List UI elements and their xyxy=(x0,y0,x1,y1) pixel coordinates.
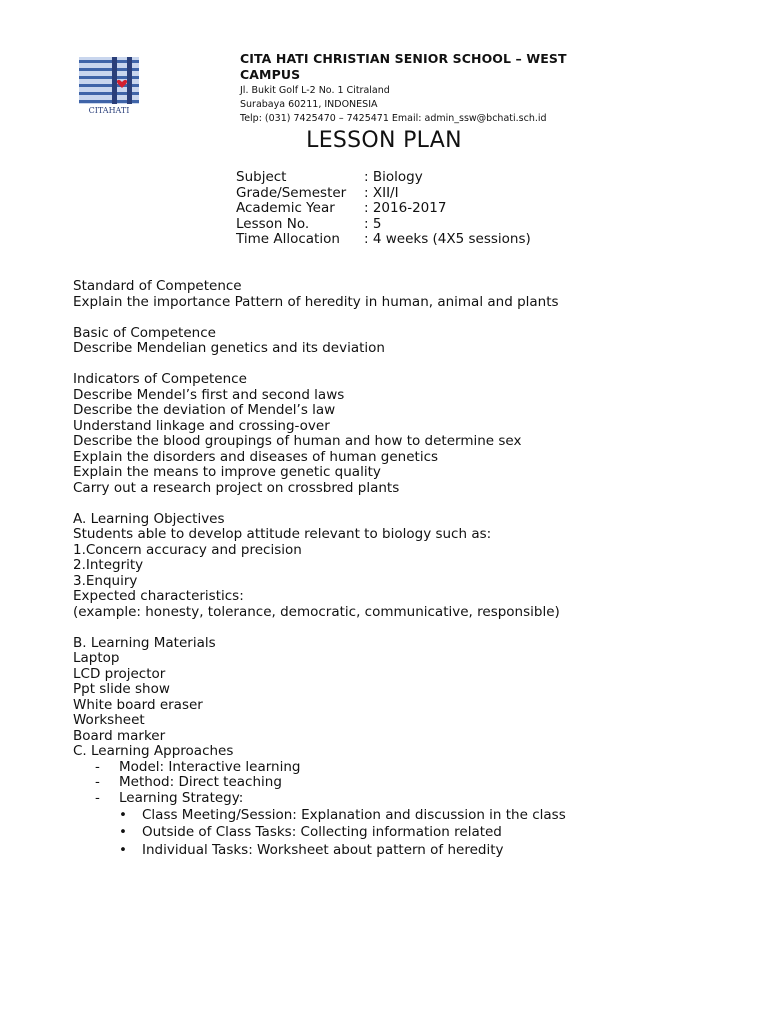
meta-row-lesson xyxy=(236,217,531,233)
meta-value: : XII/I xyxy=(364,184,399,201)
indicator-item: Describe the deviation of Mendel’s law xyxy=(73,402,336,418)
meta-label: Academic Year xyxy=(236,200,335,217)
strategy-item xyxy=(73,824,753,842)
objectives-intro: Students able to develop attitude relevant to biology such as: xyxy=(73,526,492,542)
indicator-item: Describe Mendel’s first and second laws xyxy=(73,386,345,403)
standard-text: Explain the importance Pattern of heredity in human, animal and plants xyxy=(73,293,559,310)
strategy-text: Outside of Class Tasks: Collecting information related xyxy=(142,824,502,841)
dash-marker: - xyxy=(95,774,100,791)
indicators-heading: Indicators of Competence xyxy=(73,371,247,387)
address-line2: Surabaya 60211, INDONESIA xyxy=(240,99,378,110)
school-header xyxy=(240,51,600,125)
indicator-item: Carry out a research project on crossbred plants xyxy=(73,479,400,496)
basic-heading: Basic of Competence xyxy=(73,324,216,341)
material-item: Laptop xyxy=(73,650,120,666)
logo-text: CITAHATI xyxy=(88,106,130,115)
strategy-text: Individual Tasks: Worksheet about pattern of heredity xyxy=(142,841,504,858)
meta-label: Grade/Semester xyxy=(236,184,347,201)
lesson-meta xyxy=(236,170,531,248)
material-item: Board marker xyxy=(73,727,166,744)
basic-text: Describe Mendelian genetics and its deviation xyxy=(73,340,385,356)
approach-item xyxy=(73,791,753,807)
meta-label: Lesson No. xyxy=(236,215,310,232)
address-line3: Telp: (031) 7425470 – 7425471 Email: admin_ssw@bchati.sch.id xyxy=(240,113,547,124)
expected-text: (example: honesty, tolerance, democratic, communicative, responsible) xyxy=(73,603,560,620)
dash-marker: - xyxy=(95,758,100,775)
material-item: Ppt slide show xyxy=(73,681,170,697)
meta-value: : 4 weeks (4X5 sessions) xyxy=(364,231,531,248)
bullet-marker: • xyxy=(119,806,127,823)
indicator-item: Explain the disorders and diseases of human genetics xyxy=(73,448,439,465)
objective-item: 2.Integrity xyxy=(73,557,144,573)
indicator-item: Explain the means to improve genetic quality xyxy=(73,464,381,480)
meta-row-subject xyxy=(236,170,531,186)
meta-row-time xyxy=(236,232,531,248)
standard-heading: Standard of Competence xyxy=(73,278,242,294)
meta-label: Subject xyxy=(236,169,287,185)
strategy-item xyxy=(73,807,753,825)
material-item: White board eraser xyxy=(73,696,203,713)
approach-item xyxy=(73,775,753,791)
materials-heading: B. Learning Materials xyxy=(73,634,216,651)
approach-text: Method: Direct teaching xyxy=(119,774,282,791)
strategy-item xyxy=(73,842,753,860)
school-logo xyxy=(79,57,139,115)
meta-label: Time Allocation xyxy=(236,231,340,248)
approach-text: Model: Interactive learning xyxy=(119,758,301,775)
approach-item xyxy=(73,760,753,776)
material-item: LCD projector xyxy=(73,665,166,682)
school-name-line2: CAMPUS xyxy=(240,67,301,82)
bullet-marker: • xyxy=(119,824,127,841)
meta-value: : 5 xyxy=(364,215,382,232)
meta-row-grade xyxy=(236,186,531,202)
meta-value: : 2016-2017 xyxy=(364,200,447,217)
approach-text: Learning Strategy: xyxy=(119,790,244,807)
indicator-item: Understand linkage and crossing-over xyxy=(73,417,330,434)
expected-heading: Expected characteristics: xyxy=(73,588,244,604)
page-title: LESSON PLAN xyxy=(306,128,462,153)
strategy-text: Class Meeting/Session: Explanation and discussion in the class xyxy=(142,806,566,823)
indicator-item: Describe the blood groupings of human and how to determine sex xyxy=(73,433,522,449)
meta-value: : Biology xyxy=(364,169,423,185)
objective-item: 1.Concern accuracy and precision xyxy=(73,541,302,558)
bullet-marker: • xyxy=(119,841,127,858)
lesson-content xyxy=(73,279,753,859)
meta-row-year xyxy=(236,201,531,217)
address-line1: Jl. Bukit Golf L-2 No. 1 Citraland xyxy=(240,85,390,96)
objectives-heading: A. Learning Objectives xyxy=(73,510,225,527)
school-name-line1: CITA HATI CHRISTIAN SENIOR SCHOOL – WEST xyxy=(240,51,567,66)
objective-item: 3.Enquiry xyxy=(73,572,138,589)
material-item: Worksheet xyxy=(73,712,145,728)
dash-marker: - xyxy=(95,790,100,807)
approaches-heading: C. Learning Approaches xyxy=(73,743,234,759)
